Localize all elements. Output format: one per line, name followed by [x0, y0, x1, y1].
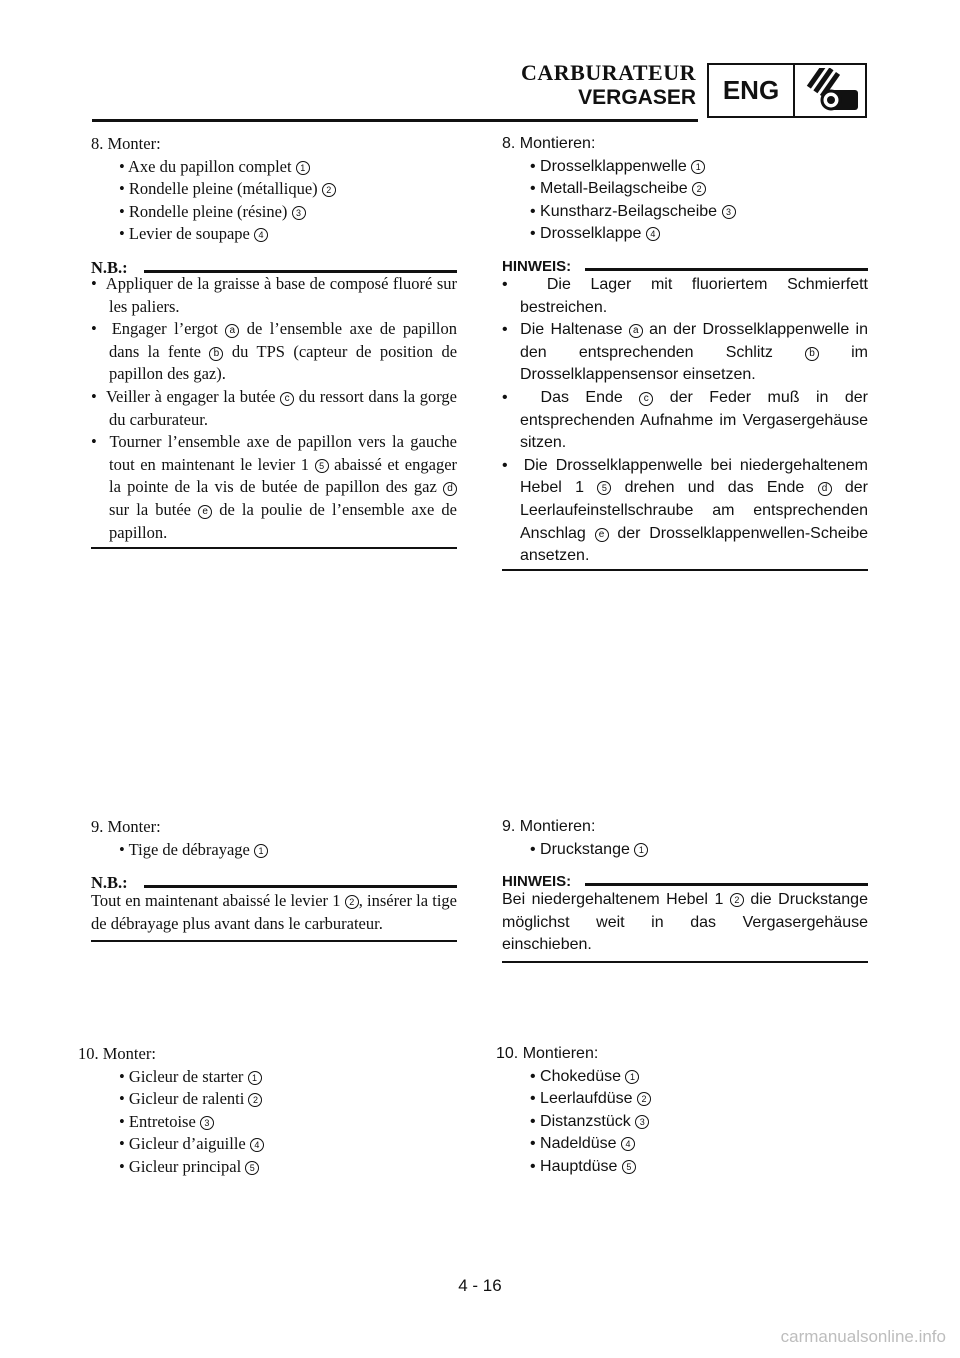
note-bullet: • Die Haltenase a an der Drosselklappenwelle in den entsprechenden Schlitz b im Drosselklappensensor einsetzen. — [502, 321, 869, 384]
eng-badge — [707, 63, 867, 118]
note-bullet: • Die Drosselklappenwelle bei niedergehaltenem Hebel 1 5 drehen und das Ende d der Leerlaufeinstellschraube am entsprechenden Anschlag e der Drosselklappenwellen-Scheibe ansetzen. — [502, 456, 868, 565]
note-label: N.B.: — [91, 873, 128, 892]
list-item: • Leerlaufdüse 2 — [496, 1088, 868, 1111]
note-end-rule — [91, 940, 457, 942]
page-number: 4 - 16 — [458, 1276, 502, 1295]
note-rule — [585, 883, 868, 886]
list-item: • Levier de soupape 4 — [91, 223, 457, 246]
right-section-8 — [502, 133, 868, 246]
note-end-rule — [502, 961, 868, 963]
engine-wrench-icon — [795, 65, 865, 116]
list-item: • Gicleur principal 5 — [78, 1156, 458, 1179]
list-item: • Gicleur de ralenti 2 — [78, 1088, 458, 1111]
note-bullet: • Die Lager mit fluoriertem Schmierfett bestreichen. — [502, 276, 869, 316]
list-item: • Druckstange 1 — [502, 839, 868, 862]
note-rule — [144, 885, 457, 888]
header-title-de: VERGASER — [578, 86, 696, 109]
note-end-rule — [91, 547, 457, 549]
list-item: • Drosselklappenwelle 1 — [502, 156, 868, 179]
eng-label: ENG — [709, 65, 795, 116]
watermark: carmanualsonline.info — [780, 1327, 946, 1346]
step-title: 10. Monter: — [78, 1044, 156, 1063]
list-item: • Kunstharz-Beilagscheibe 3 — [502, 201, 868, 224]
note-rule — [585, 268, 868, 271]
list-item: • Drosselklappe 4 — [502, 223, 868, 246]
header-title-fr: CARBURATEUR — [521, 60, 696, 85]
left-section-9 — [91, 816, 457, 861]
list-item: • Rondelle pleine (métallique) 2 — [91, 178, 457, 201]
note-bullet: • Veiller à engager la butée c du ressort dans la gorge du carburateur. — [91, 386, 457, 429]
right-section-10 — [496, 1043, 868, 1179]
list-item: • Axe du papillon complet 1 — [91, 156, 457, 179]
note-bullet: • Tourner l’ensemble axe de papillon vers la gauche tout en maintenant le levier 1 5 abaissé et engager la pointe de la vis de butée de papillon des gaz d sur la butée e de la poulie de l’ensemble axe de papillon. — [91, 432, 458, 542]
list-item: • Gicleur d’aiguille 4 — [78, 1133, 458, 1156]
note-label: N.B.: — [91, 258, 128, 277]
step-title: 8. Monter: — [91, 134, 161, 153]
step-title: 10. Montieren: — [496, 1045, 599, 1062]
list-item: • Tige de débrayage 1 — [91, 839, 457, 862]
list-item: • Gicleur de starter 1 — [78, 1066, 458, 1089]
left-section-10 — [78, 1043, 458, 1179]
right-section-9 — [502, 816, 868, 861]
list-item: • Hauptdüse 5 — [496, 1156, 868, 1179]
note-bullet: • Engager l’ergot a de l’ensemble axe de papillon dans la fente b du TPS (capteur de position de papillon des gaz). — [91, 319, 458, 384]
note-end-rule — [502, 569, 868, 571]
right-note-8-body — [502, 274, 868, 568]
note-label: HINWEIS: — [502, 873, 572, 890]
left-note-9-body: Tout en maintenant abaissé le levier 1 2 , insérer la tige de débrayage plus avant dans le carburateur. — [91, 891, 458, 933]
left-note-8-body — [91, 273, 457, 544]
header-rule — [92, 119, 698, 122]
list-item: • Rondelle pleine (résine) 3 — [91, 201, 457, 224]
step-title: 9. Montieren: — [502, 818, 596, 835]
list-item: • Chokedüse 1 — [496, 1066, 868, 1089]
list-item: • Entretoise 3 — [78, 1111, 458, 1134]
note-header — [502, 258, 868, 275]
note-header — [502, 873, 868, 890]
list-item: • Distanzstück 3 — [496, 1111, 868, 1134]
note-bullet: • Das Ende c der Feder muß in der entsprechenden Aufnahme im Vergasergehäuse sitzen. — [502, 388, 869, 452]
list-item: • Nadeldüse 4 — [496, 1133, 868, 1156]
step-title: 9. Monter: — [91, 817, 161, 836]
note-bullet: • Appliquer de la graisse à base de composé fluoré sur les paliers. — [91, 274, 457, 316]
step-title: 8. Montieren: — [502, 135, 596, 152]
left-section-8 — [91, 133, 457, 246]
list-item: • Metall-Beilagscheibe 2 — [502, 178, 868, 201]
note-label: HINWEIS: — [502, 258, 572, 275]
right-note-9-body: Bei niedergehaltenem Hebel 1 2 die Druckstange möglichst weit in das Vergasergehäuse einschieben. — [502, 891, 868, 954]
